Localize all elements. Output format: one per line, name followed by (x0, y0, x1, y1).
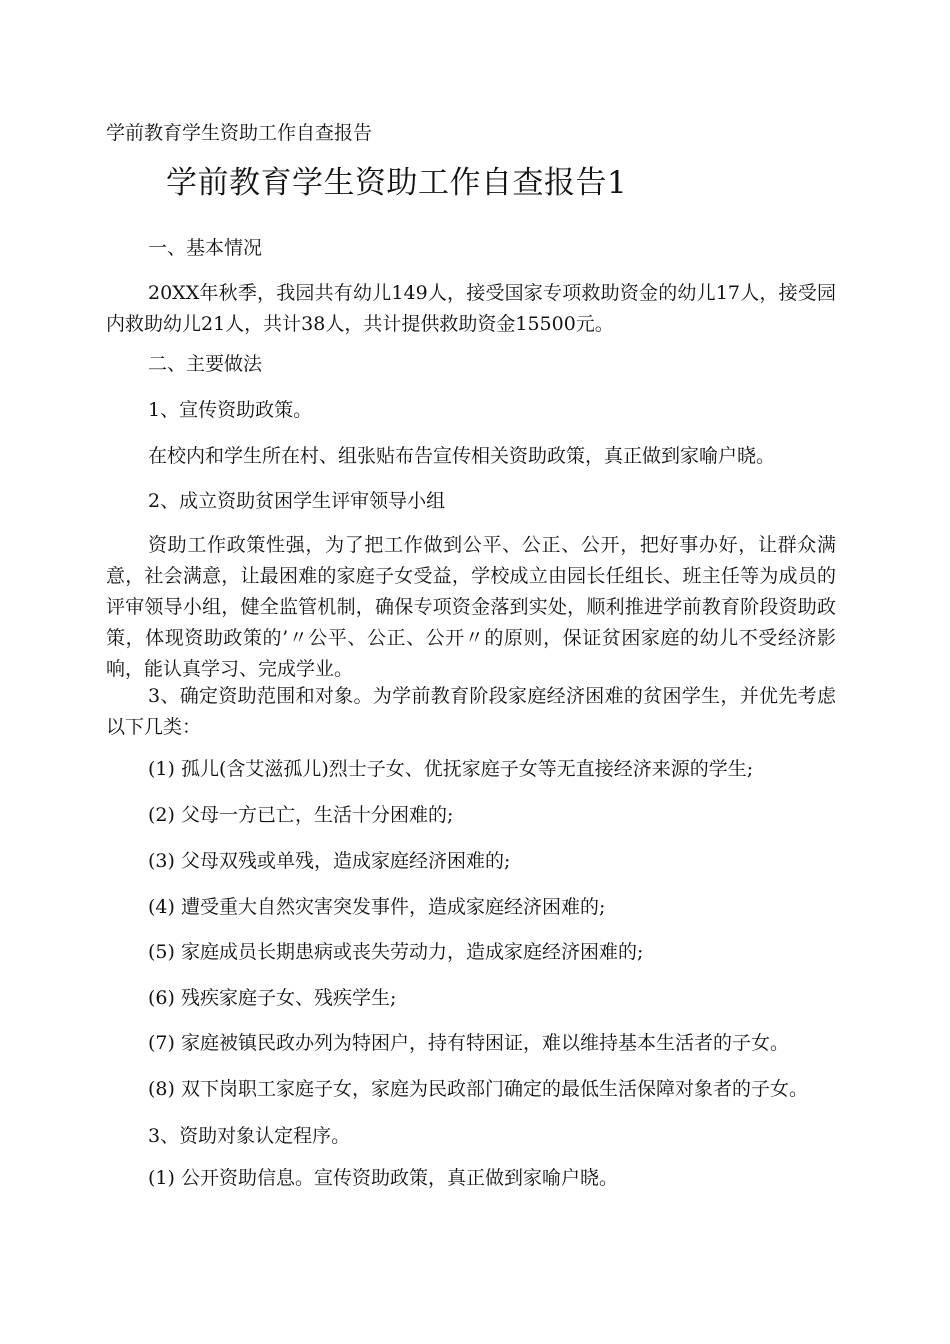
paragraph-scope-and-targets: 3、确定资助范围和对象。为学前教育阶段家庭经济困难的贫困学生，并优先考虑以下几类： (106, 685, 836, 738)
list-item-category: (4) 遭受重大自然灾害突发事件，造成家庭经济困难的; (148, 896, 606, 918)
list-item-category: (8) 双下岗职工家庭子女，家庭为民政部门确定的最低生活保障对象者的子女。 (148, 1078, 808, 1100)
item-heading-review-group: 2、成立资助贫困学生评审领导小组 (148, 490, 446, 512)
list-item-category: (5) 家庭成员长期患病或丧失劳动力，造成家庭经济困难的; (148, 941, 644, 963)
paragraph-review-group: 资助工作政策性强，为了把工作做到公平、公正、公开，把好事办好，让群众满意，社会满意，让最困难的家庭子女受益，学校成立由园长任组长、班主任等为成员的评审领导小组，健全监管机制，确保专项资金落到实处，顺利推进学前教育阶段资助政策，体现资助政策的’〃公平、公正、公开〃的原则，保证贫困家庭的幼儿不受经济影响，能认真学习、完成学业。 (106, 534, 836, 680)
list-item-procedure: (1) 公开资助信息。宣传资助政策，真正做到家喻户晓。 (148, 1167, 618, 1189)
item-heading-identification-procedure: 3、资助对象认定程序。 (148, 1125, 351, 1147)
item-heading-publicize-policy: 1、宣传资助政策。 (148, 399, 313, 421)
list-item-category: (3) 父母双残或单残，造成家庭经济困难的; (148, 850, 511, 872)
list-item-category: (2) 父母一方已亡，生活十分困难的; (148, 804, 454, 826)
section-heading-basic-situation: 一、基本情况 (148, 237, 263, 259)
paragraph-publicize-policy: 在校内和学生所在村、组张贴布告宣传相关资助政策，真正做到家喻户晓。 (148, 445, 776, 467)
document-title: 学前教育学生资助工作自查报告1 (166, 165, 628, 201)
list-item-category: (1) 孤儿(含艾滋孤儿)烈士子女、优抚家庭子女等无直接经济来源的学生; (148, 758, 754, 780)
list-item-category: (7) 家庭被镇民政办列为特困户，持有特困证，难以维持基本生活者的子女。 (148, 1032, 789, 1054)
document-header: 学前教育学生资助工作自查报告 (106, 122, 373, 144)
list-item-category: (6) 残疾家庭子女、残疾学生; (148, 987, 397, 1009)
section-heading-main-practices: 二、主要做法 (148, 353, 263, 375)
paragraph-basic-situation: 20XX年秋季，我园共有幼儿149人，接受国家专项救助资金的幼儿17人，接受园内救助幼儿21人，共计38人，共计提供救助资金15500元。 (106, 282, 836, 335)
